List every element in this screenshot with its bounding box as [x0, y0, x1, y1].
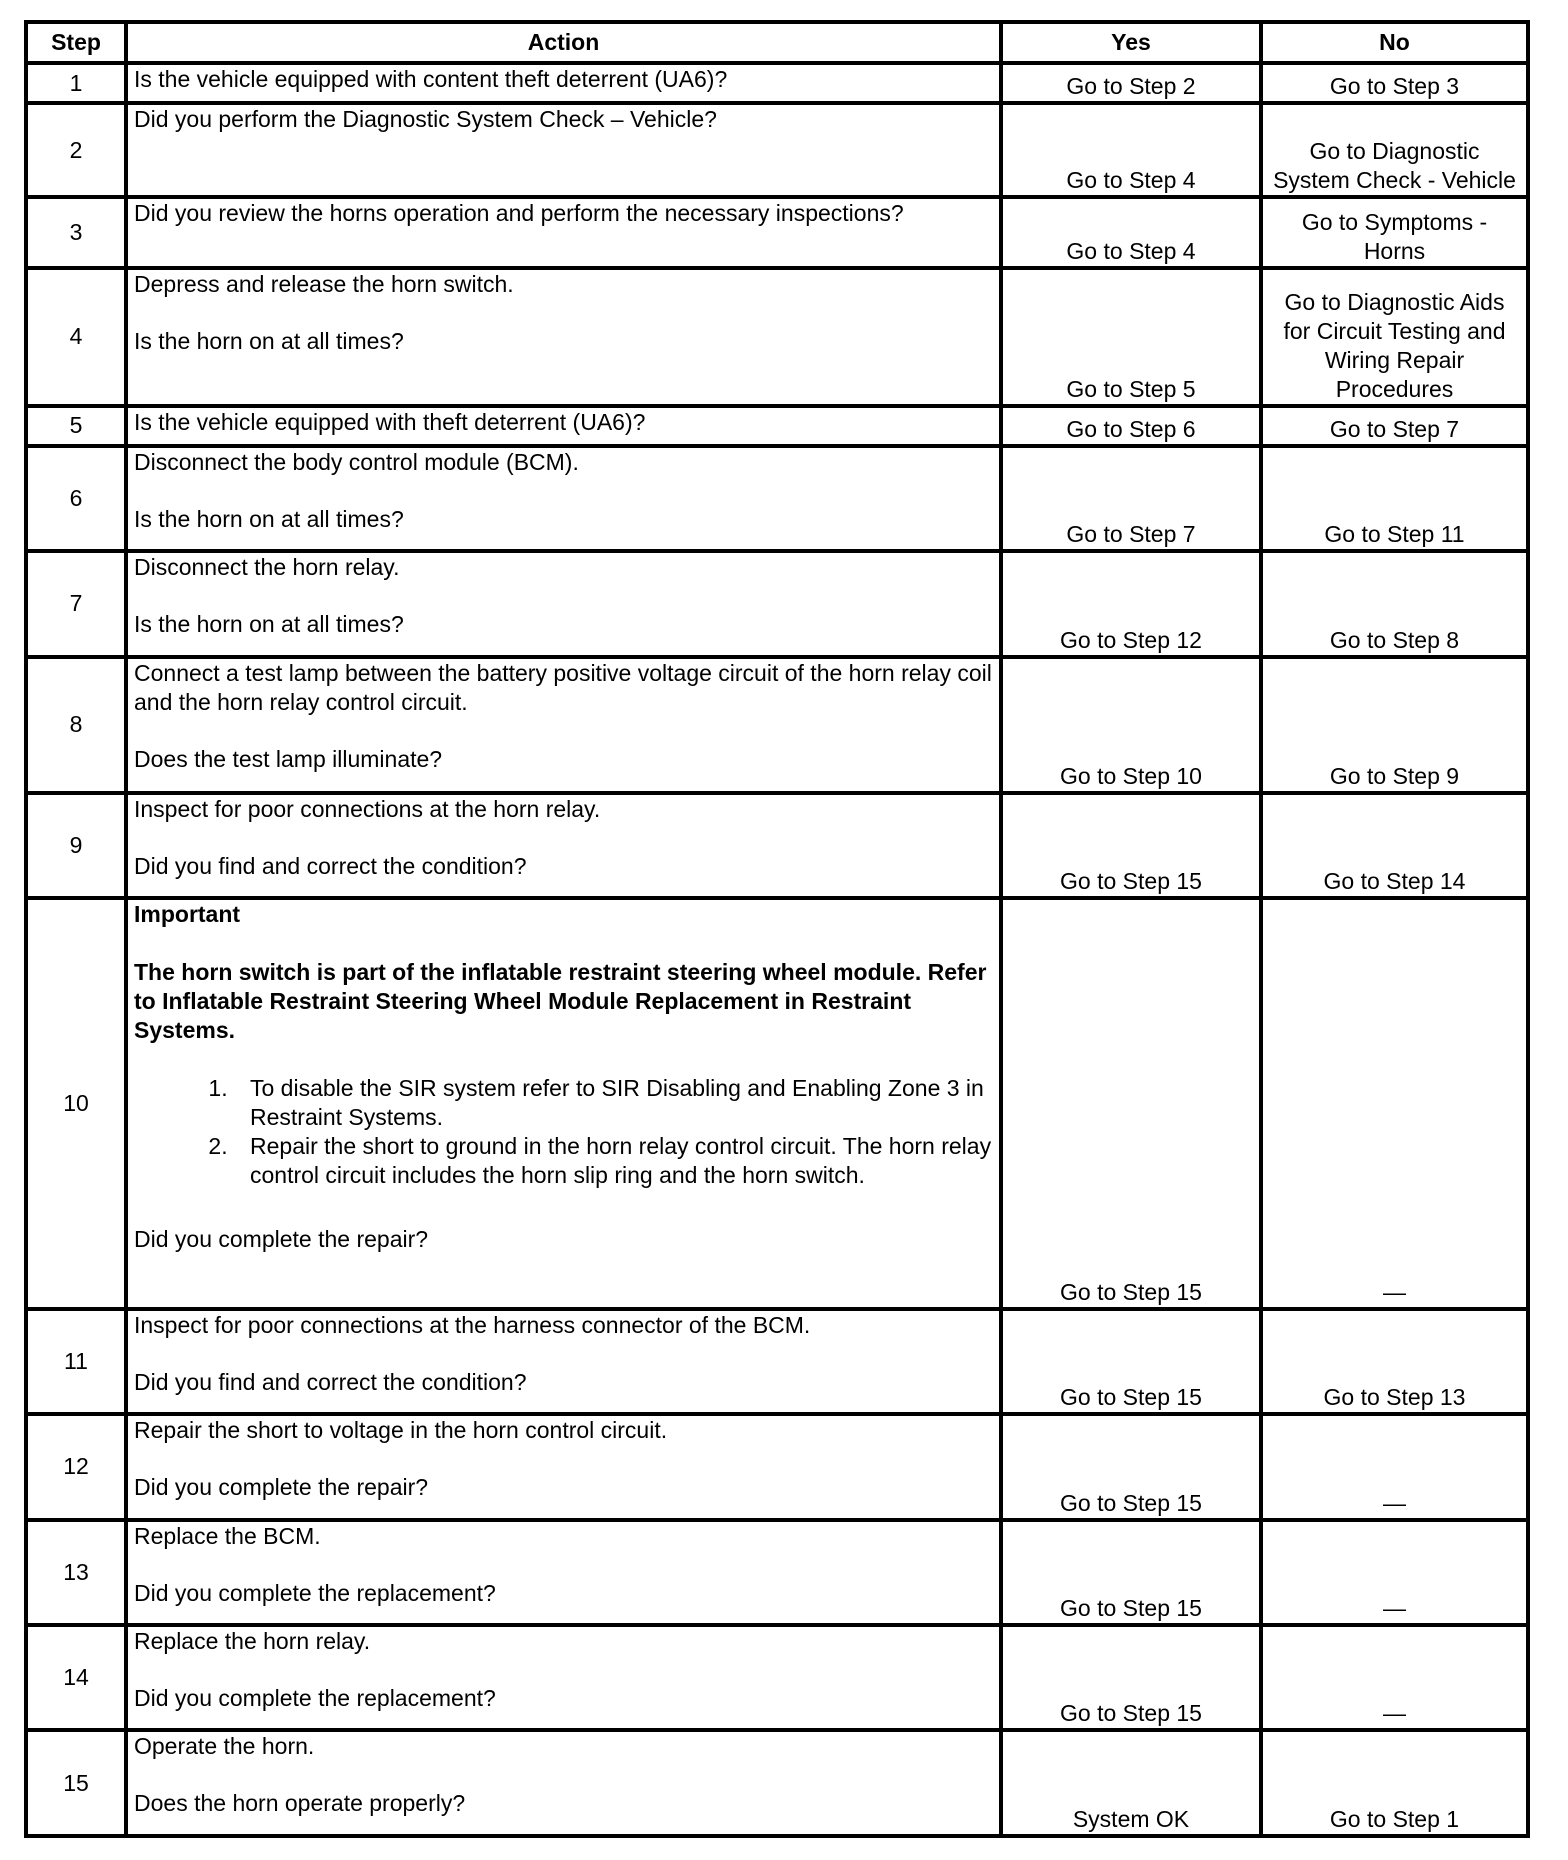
- no-cell: Go to Step 3: [1261, 63, 1528, 103]
- table-row: [26, 1730, 1528, 1836]
- table-row: [26, 1309, 1528, 1414]
- table-row: [26, 1625, 1528, 1730]
- action-cell: [126, 1309, 1001, 1414]
- yes-cell: Go to Step 6: [1001, 406, 1261, 446]
- action-question: Did you complete the repair?: [134, 1474, 429, 1501]
- no-cell: Go to Symptoms - Horns: [1261, 197, 1528, 268]
- step-number: 7: [26, 551, 126, 656]
- action-instruction: Repair the short to voltage in the horn control circuit.: [134, 1417, 668, 1444]
- action-cell: [126, 551, 1001, 656]
- action-question: Did you complete the replacement?: [134, 1579, 496, 1606]
- step-number: 2: [26, 103, 126, 197]
- table-row: [26, 657, 1528, 793]
- step-number: 12: [26, 1414, 126, 1519]
- action-question: Is the horn on at all times?: [134, 505, 404, 532]
- important-heading: Important: [134, 901, 241, 928]
- step-number: 10: [26, 898, 126, 1308]
- step-column-header: Step: [26, 22, 126, 63]
- no-cell: Go to Step 13: [1261, 1309, 1528, 1414]
- yes-cell: Go to Step 15: [1001, 1520, 1261, 1625]
- no-cell: Go to Diagnostic Aids for Circuit Testing and Wiring Repair Procedures: [1261, 268, 1528, 406]
- step-number: 9: [26, 793, 126, 898]
- repair-steps-list: [134, 1074, 993, 1190]
- yes-column-header: Yes: [1001, 22, 1261, 63]
- action-question: Does the horn operate properly?: [134, 1790, 466, 1817]
- yes-cell: Go to Step 2: [1001, 63, 1261, 103]
- step-number: 3: [26, 197, 126, 268]
- table-row: [26, 551, 1528, 656]
- step-number: 11: [26, 1309, 126, 1414]
- action-cell: [126, 268, 1001, 406]
- no-cell: —: [1261, 1520, 1528, 1625]
- no-cell: —: [1261, 898, 1528, 1308]
- action-column-header: Action: [126, 22, 1001, 63]
- action-instruction: Inspect for poor connections at the horn relay.: [134, 796, 601, 822]
- action-cell: [126, 793, 1001, 898]
- yes-cell: Go to Step 15: [1001, 898, 1261, 1308]
- action-text: Is the vehicle equipped with content theft deterrent (UA6)?: [134, 66, 728, 92]
- table-row: [26, 63, 1528, 103]
- no-cell: Go to Step 7: [1261, 406, 1528, 446]
- step-number: 14: [26, 1625, 126, 1730]
- yes-cell: Go to Step 15: [1001, 793, 1261, 898]
- yes-cell: Go to Step 4: [1001, 197, 1261, 268]
- no-cell: Go to Step 8: [1261, 551, 1528, 656]
- no-cell: —: [1261, 1625, 1528, 1730]
- yes-cell: Go to Step 4: [1001, 103, 1261, 197]
- no-cell: Go to Step 1: [1261, 1730, 1528, 1836]
- step-number: 1: [26, 63, 126, 103]
- action-cell: [126, 406, 1001, 446]
- action-cell: [126, 1414, 1001, 1519]
- action-question: Did you find and correct the condition?: [134, 1368, 527, 1395]
- action-instruction: Operate the horn.: [134, 1733, 315, 1760]
- step-number: 6: [26, 446, 126, 551]
- header-row: [26, 22, 1528, 63]
- table-row: [26, 1520, 1528, 1625]
- action-instruction: Depress and release the horn switch.: [134, 271, 514, 298]
- action-cell: [126, 1625, 1001, 1730]
- action-question: Did you complete the replacement?: [134, 1685, 496, 1712]
- yes-cell: Go to Step 15: [1001, 1414, 1261, 1519]
- action-question: Does the test lamp illuminate?: [134, 745, 443, 772]
- no-cell: Go to Diagnostic System Check - Vehicle: [1261, 103, 1528, 197]
- table-row: [26, 446, 1528, 551]
- no-column-header: No: [1261, 22, 1528, 63]
- action-cell: [126, 446, 1001, 551]
- action-instruction: Disconnect the horn relay.: [134, 554, 400, 581]
- step-number: 8: [26, 657, 126, 793]
- yes-cell: Go to Step 15: [1001, 1625, 1261, 1730]
- action-instruction: Inspect for poor connections at the harness connector of the BCM.: [134, 1311, 811, 1338]
- action-question: Is the horn on at all times?: [134, 611, 404, 638]
- table-row: [26, 1414, 1528, 1519]
- action-instruction: Disconnect the body control module (BCM).: [134, 448, 579, 475]
- table-row: [26, 103, 1528, 197]
- action-question: Is the horn on at all times?: [134, 328, 404, 355]
- no-cell: —: [1261, 1414, 1528, 1519]
- step-number: 5: [26, 406, 126, 446]
- yes-cell: Go to Step 7: [1001, 446, 1261, 551]
- table-row: [26, 898, 1528, 1308]
- action-instruction: Replace the horn relay.: [134, 1628, 371, 1655]
- action-text: Did you review the horns operation and perform the necessary inspections?: [134, 200, 904, 227]
- table-row: [26, 793, 1528, 898]
- table-row: [26, 268, 1528, 406]
- action-cell: [126, 898, 1001, 1308]
- table-row: [26, 406, 1528, 446]
- action-question: Did you find and correct the condition?: [134, 853, 527, 879]
- diagnostic-table: [24, 20, 1530, 1838]
- action-cell: [126, 63, 1001, 103]
- action-instruction: Replace the BCM.: [134, 1522, 321, 1549]
- action-text: Is the vehicle equipped with theft deterrent (UA6)?: [134, 408, 646, 435]
- step-number: 13: [26, 1520, 126, 1625]
- action-question: Did you complete the repair?: [134, 1226, 429, 1253]
- action-cell: [126, 197, 1001, 268]
- no-cell: Go to Step 9: [1261, 657, 1528, 793]
- table-row: [26, 197, 1528, 268]
- yes-cell: System OK: [1001, 1730, 1261, 1836]
- important-note: The horn switch is part of the inflatable restraint steering wheel module. Refer to Inflatable Restraint Steering Wheel Module Replacement in Restraint Systems.: [134, 959, 987, 1044]
- yes-cell: Go to Step 15: [1001, 1309, 1261, 1414]
- yes-cell: Go to Step 10: [1001, 657, 1261, 793]
- action-instruction: Connect a test lamp between the battery positive voltage circuit of the horn relay coil and the horn relay control circuit.: [134, 659, 992, 715]
- yes-cell: Go to Step 12: [1001, 551, 1261, 656]
- no-cell: Go to Step 11: [1261, 446, 1528, 551]
- list-item: 1. To disable the SIR system refer to SIR Disabling and Enabling Zone 3 in Restraint Systems.: [234, 1074, 993, 1132]
- action-cell: [126, 1730, 1001, 1836]
- action-text: Did you perform the Diagnostic System Check – Vehicle?: [134, 106, 717, 133]
- yes-cell: Go to Step 5: [1001, 268, 1261, 406]
- step-number: 4: [26, 268, 126, 406]
- action-cell: [126, 657, 1001, 793]
- action-cell: [126, 1520, 1001, 1625]
- action-cell: [126, 103, 1001, 197]
- list-item: 2. Repair the short to ground in the horn relay control circuit. The horn relay control circuit includes the horn slip ring and the horn switch.: [234, 1132, 993, 1190]
- no-cell: Go to Step 14: [1261, 793, 1528, 898]
- step-number: 15: [26, 1730, 126, 1836]
